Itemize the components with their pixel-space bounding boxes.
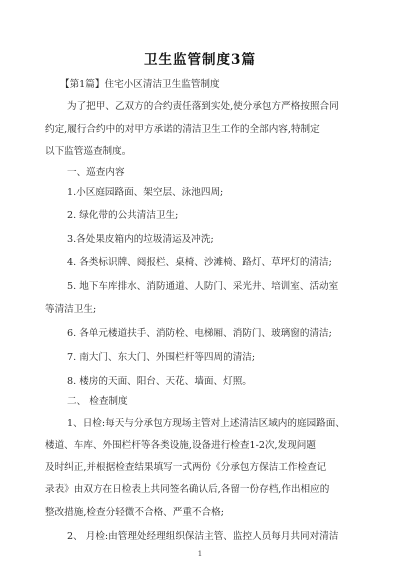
list-item: 2. 绿化带的公共清洁卫生; <box>67 210 179 221</box>
document-title: 卫生监管制度3篇 <box>144 52 256 68</box>
list-item: 7. 南大门、东大门、外围栏杆等四周的清洁; <box>67 352 256 363</box>
intro-line: 以下监管巡查制度。 <box>45 146 132 157</box>
paragraph-line: 录表》由双方在日检表上共同签名确认后,各留一份存档,作出相应的 <box>45 484 330 495</box>
paragraph-line: 整改措施,检查分轻微不合格、严重不合格; <box>45 507 224 518</box>
list-item: 4. 各类标识牌、阅报栏、桌椅、沙滩椅、路灯、草坪灯的清洁; <box>67 257 332 268</box>
intro-line: 约定,履行合约中的对甲方承诺的清洁卫生工作的全部内容,特制定 <box>45 124 320 135</box>
list-item: 5. 地下车库排水、消防通道、人防门、采光井、培训室、活动室 <box>67 281 339 292</box>
list-item: 1.小区庭园路面、架空层、泳池四周; <box>67 187 224 198</box>
list-item: 3.各处果皮箱内的垃圾清运及冲洗; <box>67 234 214 245</box>
paragraph-line: 及时纠正,并根据检查结果填写一式两份《分承包方保洁工作检查记 <box>45 462 327 473</box>
paragraph-line: 楼道、车库、外围栏杆等各类设施,设备进行检查1-2次,发现问题 <box>45 440 316 451</box>
intro-line: 为了把甲、乙双方的合约责任落到实处,使分承包方严格按照合同 <box>67 101 339 112</box>
paragraph-line: 2、 月检:由管理处经理组织保洁主管、监控人员每月共同对清洁 <box>67 531 339 542</box>
list-item: 6. 各单元楼道扶手、消防栓、电梯厢、消防门、玻璃窗的清洁; <box>67 328 332 339</box>
section-heading: 一、巡查内容 <box>67 167 125 178</box>
page-number: 1 <box>197 550 203 558</box>
section-heading: 二、 检查制度 <box>67 396 128 407</box>
paragraph-line: 1、日检:每天与分承包方现场主管对上述清洁区域内的庭园路面、 <box>67 418 345 429</box>
section-subheading: 【第1篇】住宅小区清洁卫生监管制度 <box>60 79 220 90</box>
list-item-continuation: 等清洁卫生; <box>45 304 97 315</box>
list-item: 8. 楼房的天面、阳台、天花、墙面、灯照。 <box>67 376 252 387</box>
